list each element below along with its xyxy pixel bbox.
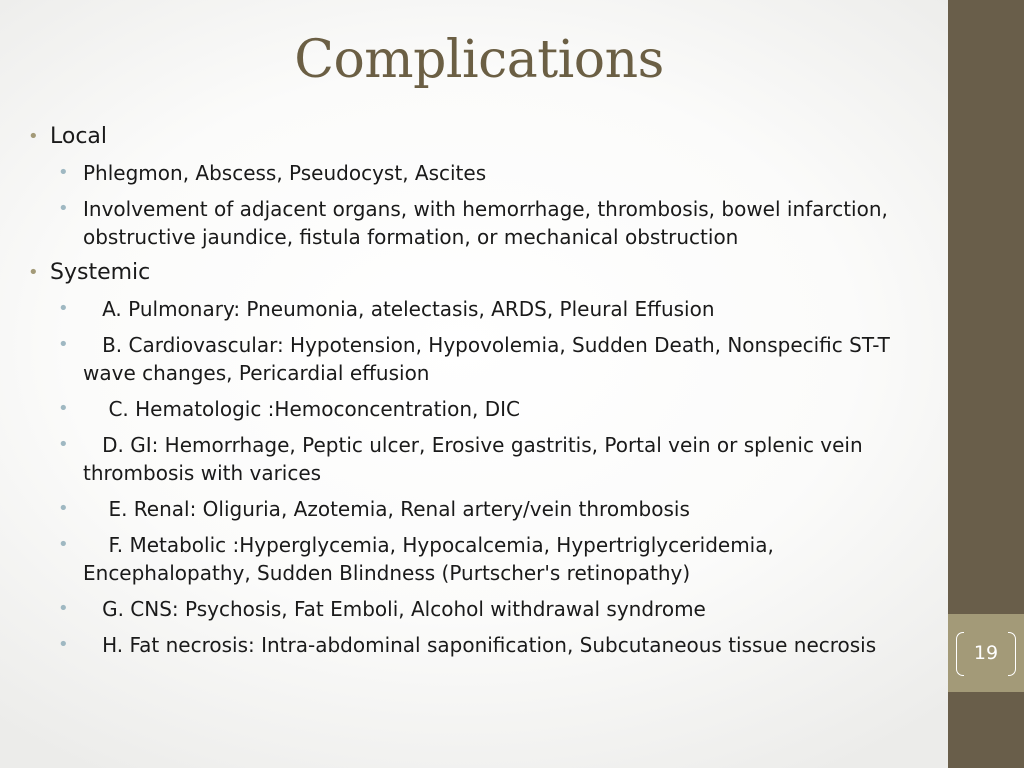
bullet-list (28, 123, 933, 667)
sub-bullet-item (28, 431, 933, 487)
bullet-text: B. Cardiovascular: Hypotension, Hypovolemia, Sudden Death, Nonspecific ST-T wave changes, Pericardial effusion (83, 333, 897, 385)
bullet-icon: • (28, 262, 39, 283)
sub-bullet-icon: • (58, 498, 69, 519)
bullet-text: E. Renal: Oliguria, Azotemia, Renal artery/vein thrombosis (83, 497, 690, 521)
sub-bullet-icon: • (58, 634, 69, 655)
sub-bullet-icon: • (58, 162, 69, 183)
bullet-item-local (28, 123, 933, 151)
sub-bullet-item (28, 531, 933, 587)
bullet-text: C. Hematologic :Hemoconcentration, DIC (83, 397, 520, 421)
bullet-icon: • (28, 126, 39, 147)
sub-bullet-icon: • (58, 398, 69, 419)
sub-bullet-icon: • (58, 198, 69, 219)
bullet-text: Systemic (50, 260, 151, 285)
bullet-text: Phlegmon, Abscess, Pseudocyst, Ascites (83, 161, 487, 185)
sub-bullet-item (28, 631, 933, 659)
bullet-text: H. Fat necrosis: Intra-abdominal saponification, Subcutaneous tissue necrosis (83, 633, 877, 657)
sub-bullet-item (28, 595, 933, 623)
bullet-text: D. GI: Hemorrhage, Peptic ulcer, Erosive gastritis, Portal vein or splenic vein thrombosis with varices (83, 433, 870, 485)
sub-bullet-item (28, 295, 933, 323)
bullet-text: G. CNS: Psychosis, Fat Emboli, Alcohol withdrawal syndrome (83, 597, 706, 621)
sub-bullet-icon: • (58, 534, 69, 555)
slide-title: Complications (294, 30, 664, 90)
sub-bullet-item (28, 159, 933, 187)
bullet-item-systemic (28, 259, 933, 287)
bullet-text: F. Metabolic :Hyperglycemia, Hypocalcemia, Hypertriglyceridemia, Encephalopathy, Sudden Blindness (Purtscher's retinopathy) (83, 533, 781, 585)
page-number: 19 (973, 642, 999, 664)
sub-bullet-item (28, 495, 933, 523)
page-number-box (948, 614, 1024, 692)
sub-bullet-icon: • (58, 334, 69, 355)
bullet-text: Local (50, 124, 108, 149)
sub-bullet-item (28, 395, 933, 423)
sub-bullet-icon: • (58, 598, 69, 619)
sub-bullet-icon: • (58, 298, 69, 319)
sub-bullet-item (28, 195, 933, 251)
bullet-text: A. Pulmonary: Pneumonia, atelectasis, ARDS, Pleural Effusion (83, 297, 715, 321)
bullet-text: Involvement of adjacent organs, with hemorrhage, thrombosis, bowel infarction, obstructive jaundice, fistula formation, or mechanical obstruction (83, 197, 888, 249)
sub-bullet-item (28, 331, 933, 387)
sub-bullet-icon: • (58, 434, 69, 455)
